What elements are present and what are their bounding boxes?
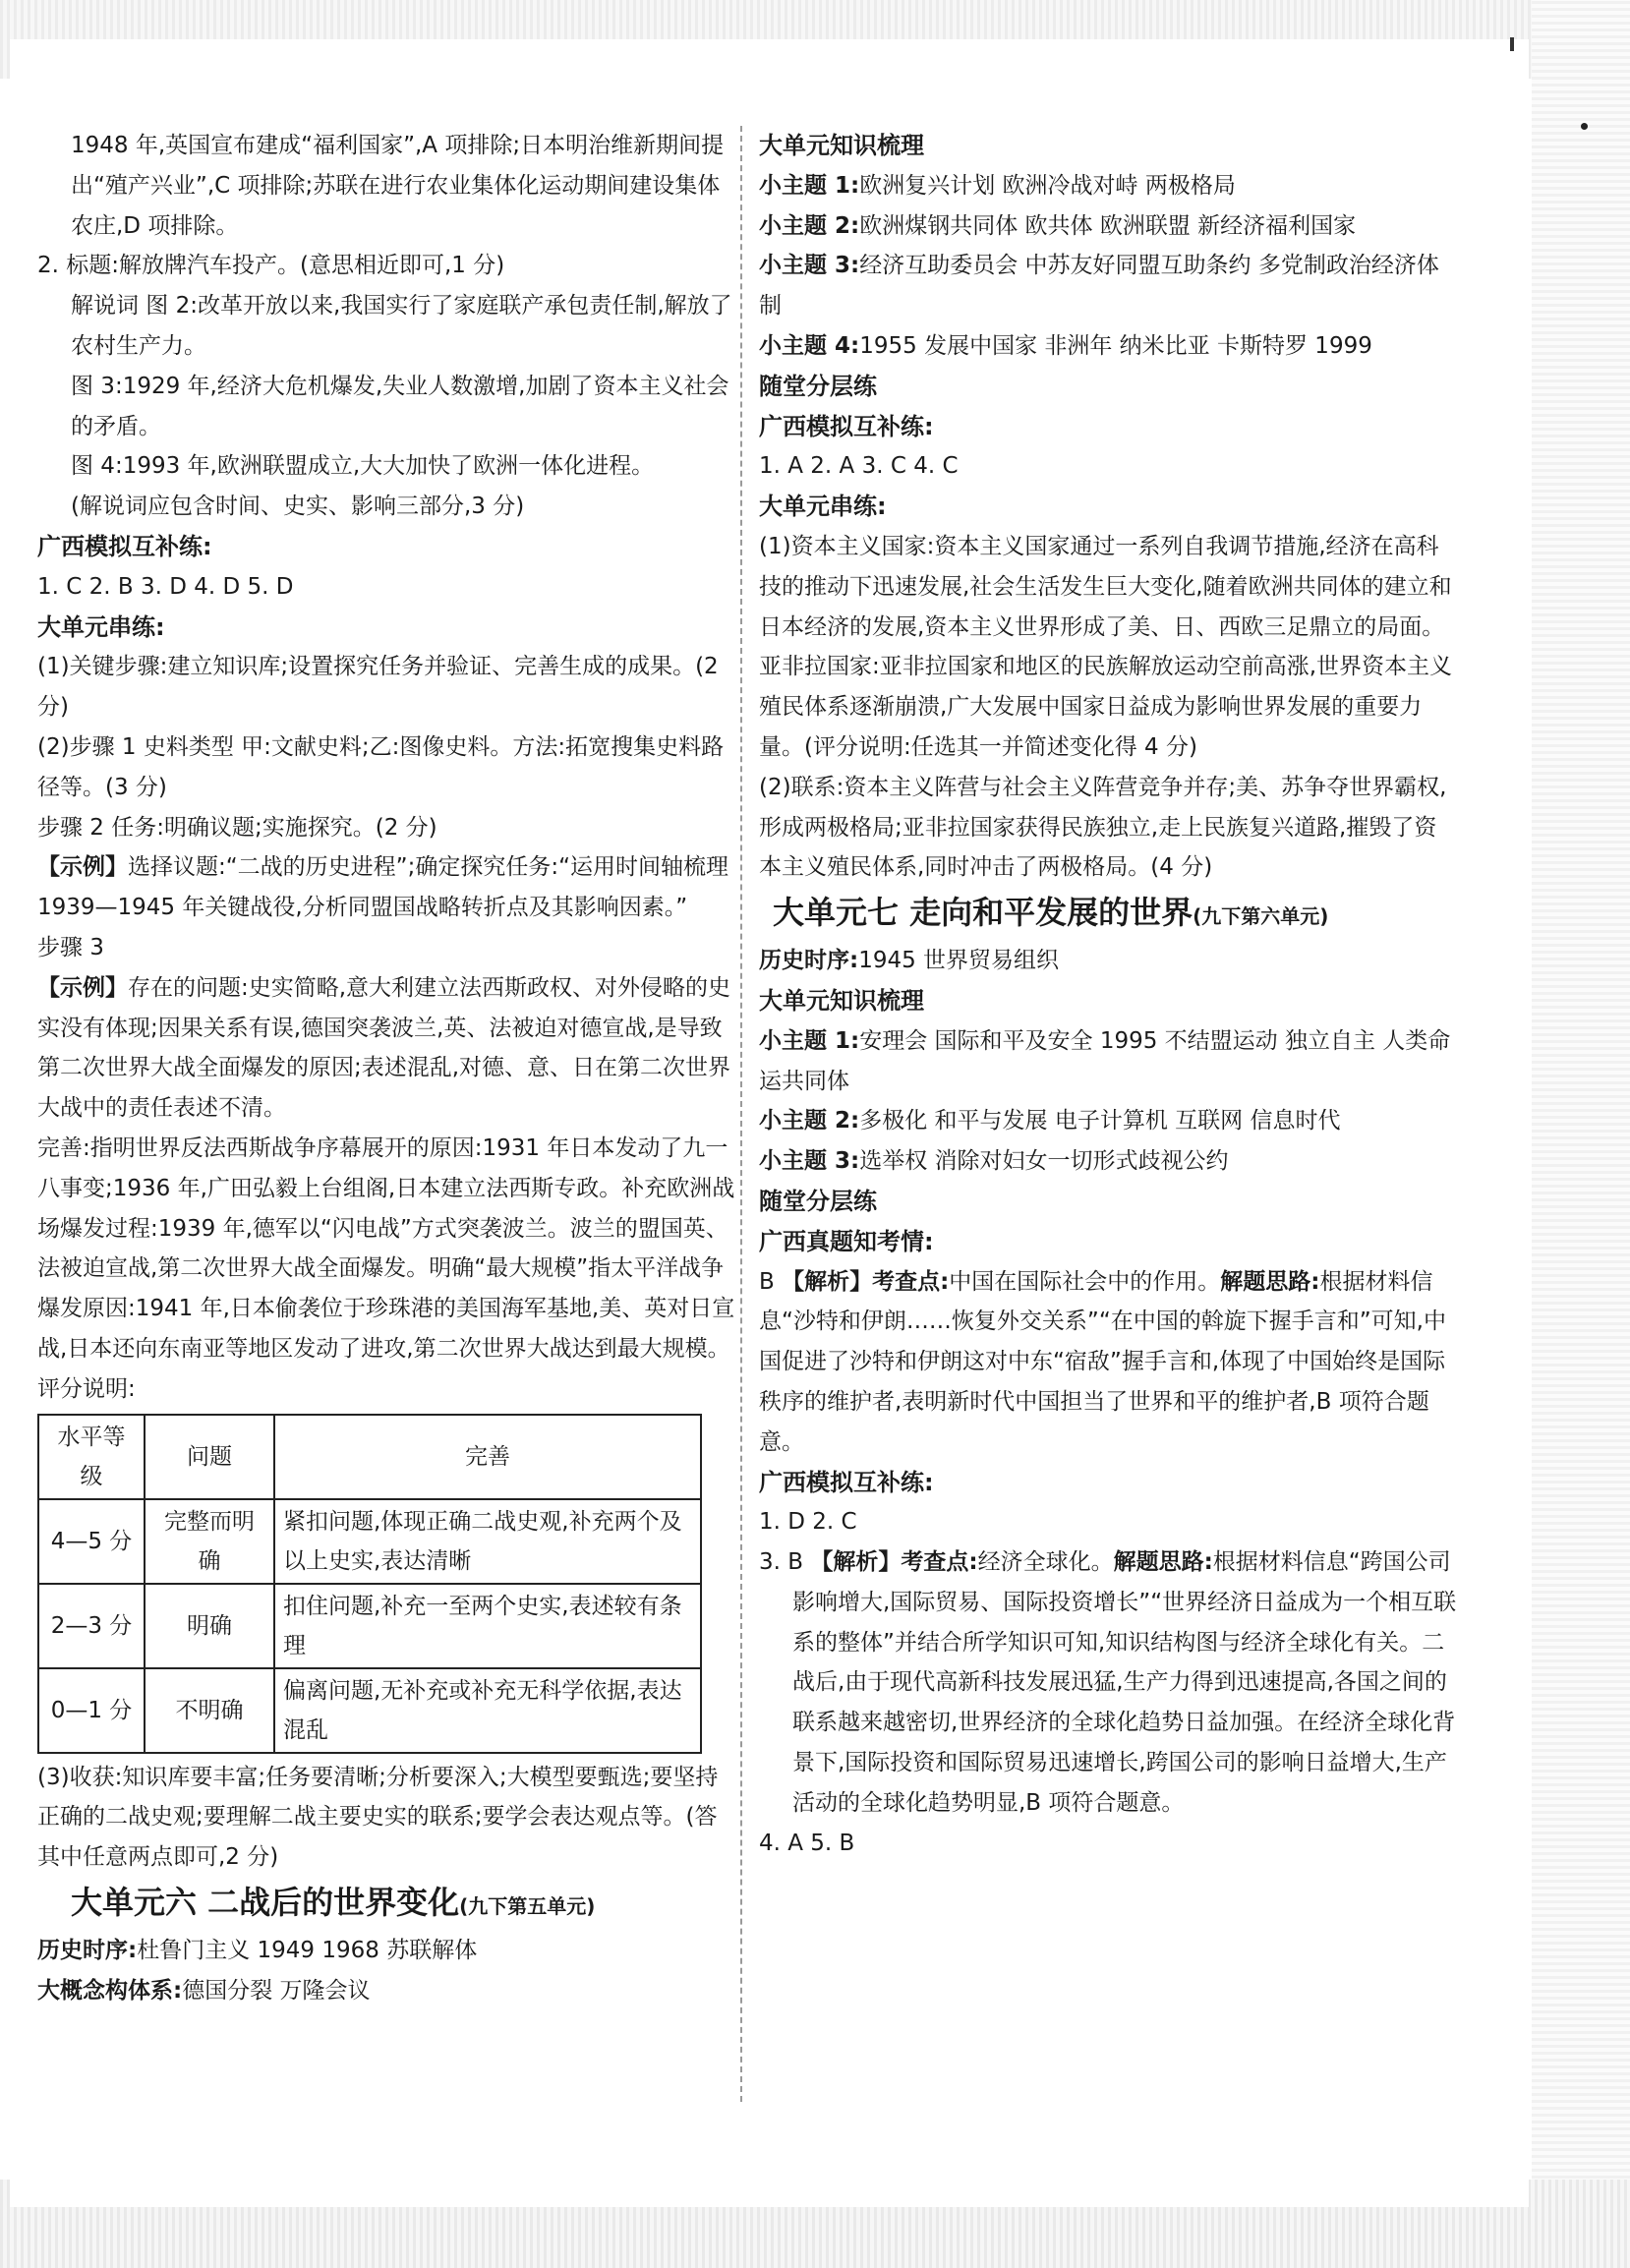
corner-mark [1510, 37, 1514, 51]
point-text: 中国在国际社会中的作用。 [949, 1268, 1221, 1295]
sim-answers: 1. A 2. A 3. C 4. C [759, 453, 959, 480]
caption-note: (解说词应包含时间、史实、影响三部分,3 分) [71, 494, 525, 520]
caption-fig4: 图 4:1993 年,欧洲联盟成立,大大加快了欧洲一体化进程。 [71, 453, 655, 480]
point-text: 经济全球化。 [977, 1549, 1114, 1576]
example-label: 【示例】 [37, 854, 128, 881]
chain-answer-2: (2)步骤 1 史料类型 甲:文献史料;乙:图像史料。方法:拓宽搜集史料路径等。(3 分) [37, 733, 725, 800]
unit-6-sequence [37, 1931, 737, 1971]
caption-fig3: 图 3:1929 年,经济大危机爆发,失业人数激增,加剧了资本主义社会的矛盾。 [71, 373, 729, 439]
topic-text: 选举权 消除对妇女一切形式歧视公约 [859, 1148, 1229, 1175]
example-2 [37, 968, 737, 1129]
topic-text: 欧洲复兴计划 欧洲冷战对峙 两极格局 [859, 172, 1236, 199]
section-heading-class: 随堂分层练 [759, 1187, 877, 1215]
topic-label: 小主题 4: [759, 332, 860, 359]
subtopic-1 [759, 1021, 1459, 1102]
section-heading-sim: 广西模拟互补练: [759, 1468, 934, 1496]
section-heading-knowledge: 大单元知识梳理 [759, 986, 924, 1015]
unit-6-title [37, 1878, 737, 1931]
real-question-answer [759, 1262, 1459, 1463]
topic-text: 1955 发展中国家 非洲年 纳米比亚 卡斯特罗 1999 [859, 332, 1372, 359]
table-cell: 2—3 分 [38, 1584, 145, 1668]
table-row [38, 1584, 701, 1668]
subtopic-2 [759, 1101, 1459, 1141]
table-cell: 0—1 分 [38, 1668, 145, 1753]
table-cell: 扣住问题,补充一至两个史实,表述较有条理 [274, 1584, 701, 1668]
example-label: 【示例】 [37, 974, 128, 1001]
score-table [37, 1414, 702, 1754]
section-heading-real: 广西真题知考情: [759, 1227, 934, 1255]
table-header: 问题 [145, 1415, 274, 1499]
scan-right-border [1532, 0, 1630, 2268]
unit-6-subtitle: (九下第五单元) [459, 1893, 596, 1918]
answer-item-2: 2. 标题:解放牌汽车投产。(意思相近即可,1 分) [37, 253, 505, 279]
example-1-text: 选择议题:“二战的历史进程”;确定探究任务:“运用时间轴梳理 1939—1945 年关键战役,分析同盟国战略转折点及其影响因素。” [37, 854, 728, 921]
table-row [38, 1499, 701, 1584]
point-label: 考查点: [872, 1268, 950, 1295]
concept-text: 德国分裂 万隆会议 [182, 1977, 371, 2004]
chain-answer-2: (2)联系:资本主义阵营与社会主义阵营竞争并存;美、苏争夺世界霸权,形成两极格局;亚非拉国家获得民族独立,走上民族复兴道路,摧毁了资本主义殖民体系,同时冲击了两极格局。(4 分) [759, 774, 1447, 881]
topic-label: 小主题 1: [759, 172, 860, 199]
topic-text: 欧洲煤钢共同体 欧共体 欧洲联盟 新经济福利国家 [859, 212, 1357, 239]
approach-label: 解题思路: [1220, 1268, 1320, 1295]
table-header: 水平等级 [38, 1415, 145, 1499]
margin-dot [1581, 123, 1588, 130]
final-answers: 4. A 5. B [759, 1830, 855, 1856]
topic-3 [759, 246, 1459, 326]
chain-answer-3: (3)收获:知识库要丰富;任务要清晰;分析要深入;大模型要甄选;要坚持正确的二战史观;要理解二战主要史实的联系;要学会表达观点等。(答其中任意两点即可,2 分) [37, 1764, 719, 1871]
example-2-text: 存在的问题:史实简略,意大利建立法西斯政权、对外侵略的史实没有体现;因果关系有误,德国突袭波兰,英、法被迫对德宣战,是导致第二次世界大战全面爆发的原因;表述混乱,对德、意、日在第二次世界大战中的责任表述不清。 [37, 974, 731, 1122]
chain-step-2: 步骤 2 任务:明确议题;实施探究。(2 分) [37, 814, 437, 841]
unit-7-subtitle: (九下第六单元) [1193, 904, 1329, 929]
unit-7-title [759, 888, 1459, 941]
table-cell: 紧扣问题,体现正确二战史观,补充两个及以上史实,表达清晰 [274, 1499, 701, 1584]
topic-label: 小主题 2: [759, 1108, 860, 1134]
topic-4 [759, 326, 1459, 367]
approach-label: 解题思路: [1113, 1549, 1213, 1576]
question-3-answer [759, 1542, 1459, 1824]
table-header: 完善 [274, 1415, 701, 1499]
chain-answer-1: (1)关键步骤:建立知识库;设置探究任务并验证、完善生成的成果。(2 分) [37, 654, 719, 721]
point-label: 考查点: [901, 1549, 978, 1576]
concept-label: 大概念构体系: [37, 1977, 183, 2004]
table-header-row [38, 1415, 701, 1499]
unit-7-sequence [759, 941, 1459, 981]
approach-text: 根据材料信息“沙特和伊朗……恢复外交关系”“在中国的斡旋下握手言和”可知,中国促进了沙特和伊朗这对中东“宿敌”握手言和,体现了中国始终是国际秩序的维护者,表明新时代中国担当了世界和平的维护者,B 项符合题意。 [759, 1268, 1446, 1455]
topic-2 [759, 206, 1459, 247]
right-column [759, 126, 1459, 1863]
topic-label: 小主题 3: [759, 253, 860, 279]
topic-1 [759, 166, 1459, 206]
unit-7-title-text: 大单元七 走向和平发展的世界 [773, 894, 1193, 932]
section-heading-chain: 大单元串练: [37, 612, 165, 641]
topic-text: 经济互助委员会 中苏友好同盟互助条约 多党制政治经济体制 [759, 253, 1439, 320]
table-cell: 4—5 分 [38, 1499, 145, 1584]
caption-fig2: 解说词 图 2:改革开放以来,我国实行了家庭联产承包责任制,解放了农村生产力。 [71, 293, 732, 359]
answer-letter: B [759, 1268, 775, 1295]
column-divider [740, 126, 744, 2102]
topic-label: 小主题 2: [759, 212, 860, 239]
approach-text: 根据材料信息“跨国公司影响增大,国际贸易、国际投资增长”“世界经济日益成为一个相互联系的整体”并结合所学知识可知,知识结构图与经济全球化有关。二战后,由于现代高新科技发展迅猛,生产力得到迅速提高,各国之间的联系越来越密切,世界经济的全球化趋势日益加强。在经济全球化背景下,国际投资和国际贸易迅速增长,跨国公司的影响日益增大,生产活动的全球化趋势明显,B 项符合题意。 [792, 1549, 1457, 1816]
topic-text: 安理会 国际和平及安全 1995 不结盟运动 独立自主 人类命运共同体 [759, 1027, 1451, 1094]
step-3-label: 步骤 3 [37, 934, 104, 960]
section-heading-knowledge: 大单元知识梳理 [759, 132, 924, 159]
table-cell: 明确 [145, 1584, 274, 1668]
analysis-label: 【解析】 [810, 1549, 902, 1576]
section-heading-class: 随堂分层练 [759, 372, 877, 400]
chain-answer-1: (1)资本主义国家:资本主义国家通过一系列自我调节措施,经济在高科技的推动下迅速发展,社会生活发生巨大变化,随着欧洲共同体的建立和日本经济的发展,资本主义世界形成了美、日、西欧三足鼎立的局面。亚非拉国家:亚非拉国家和地区的民族解放运动空前高涨,世界资本主义殖民体系逐渐崩溃,广大发展中国家日益成为影响世界发展的重要力量。(评分说明:任选其一并简述变化得 4 分) [759, 533, 1453, 760]
analysis-label: 【解析】 [782, 1268, 873, 1295]
answer-paragraph: 1948 年,英国宣布建成“福利国家”,A 项排除;日本明治维新期间提出“殖产兴业”,C 项排除;苏联在进行农业集体化运动期间建设集体农庄,D 项排除。 [71, 133, 725, 239]
sim-answers: 1. D 2. C [759, 1509, 857, 1536]
table-cell: 偏离问题,无补充或补充无科学依据,表达混乱 [274, 1668, 701, 1753]
topic-text: 多极化 和平与发展 电子计算机 互联网 信息时代 [859, 1108, 1341, 1134]
sequence-text: 1945 世界贸易组织 [858, 948, 1060, 974]
section-heading-sim: 广西模拟互补练: [759, 412, 934, 440]
answer-number: 3. B [759, 1549, 804, 1576]
topic-label: 小主题 1: [759, 1027, 860, 1054]
score-note: 评分说明: [37, 1375, 136, 1402]
table-cell: 完整而明确 [145, 1499, 274, 1584]
sequence-label: 历史时序: [759, 948, 859, 974]
table-row [38, 1668, 701, 1753]
topic-label: 小主题 3: [759, 1148, 860, 1175]
left-column [37, 126, 737, 2010]
unit-6-title-text: 大单元六 二战后的世界变化 [71, 1883, 460, 1921]
section-heading-sim: 广西模拟互补练: [37, 532, 212, 560]
section-heading-chain: 大单元串练: [759, 493, 887, 521]
subtopic-3 [759, 1141, 1459, 1182]
table-cell: 不明确 [145, 1668, 274, 1753]
example-1 [37, 847, 737, 928]
sequence-label: 历史时序: [37, 1937, 138, 1963]
sequence-text: 杜鲁门主义 1949 1968 苏联解体 [137, 1937, 478, 1963]
unit-6-concept [37, 1971, 737, 2011]
improve-text: 完善:指明世界反法西斯战争序幕展开的原因:1931 年日本发动了九一八事变;1936 年,广田弘毅上台组阁,日本建立法西斯专政。补充欧洲战场爆发过程:1939 年,德军以“闪电战”方式突袭波兰。波兰的盟国英、法被迫宣战,第二次世界大战全面爆发。明确“最大规模”指太平洋战争爆发原因:1941 年,日本偷袭位于珍珠港的美国海军基地,美、英对日宣战,日本还向东南亚等地区发动了进攻,第二次世界大战达到最大规模。 [37, 1134, 735, 1362]
sim-answers: 1. C 2. B 3. D 4. D 5. D [37, 573, 294, 600]
